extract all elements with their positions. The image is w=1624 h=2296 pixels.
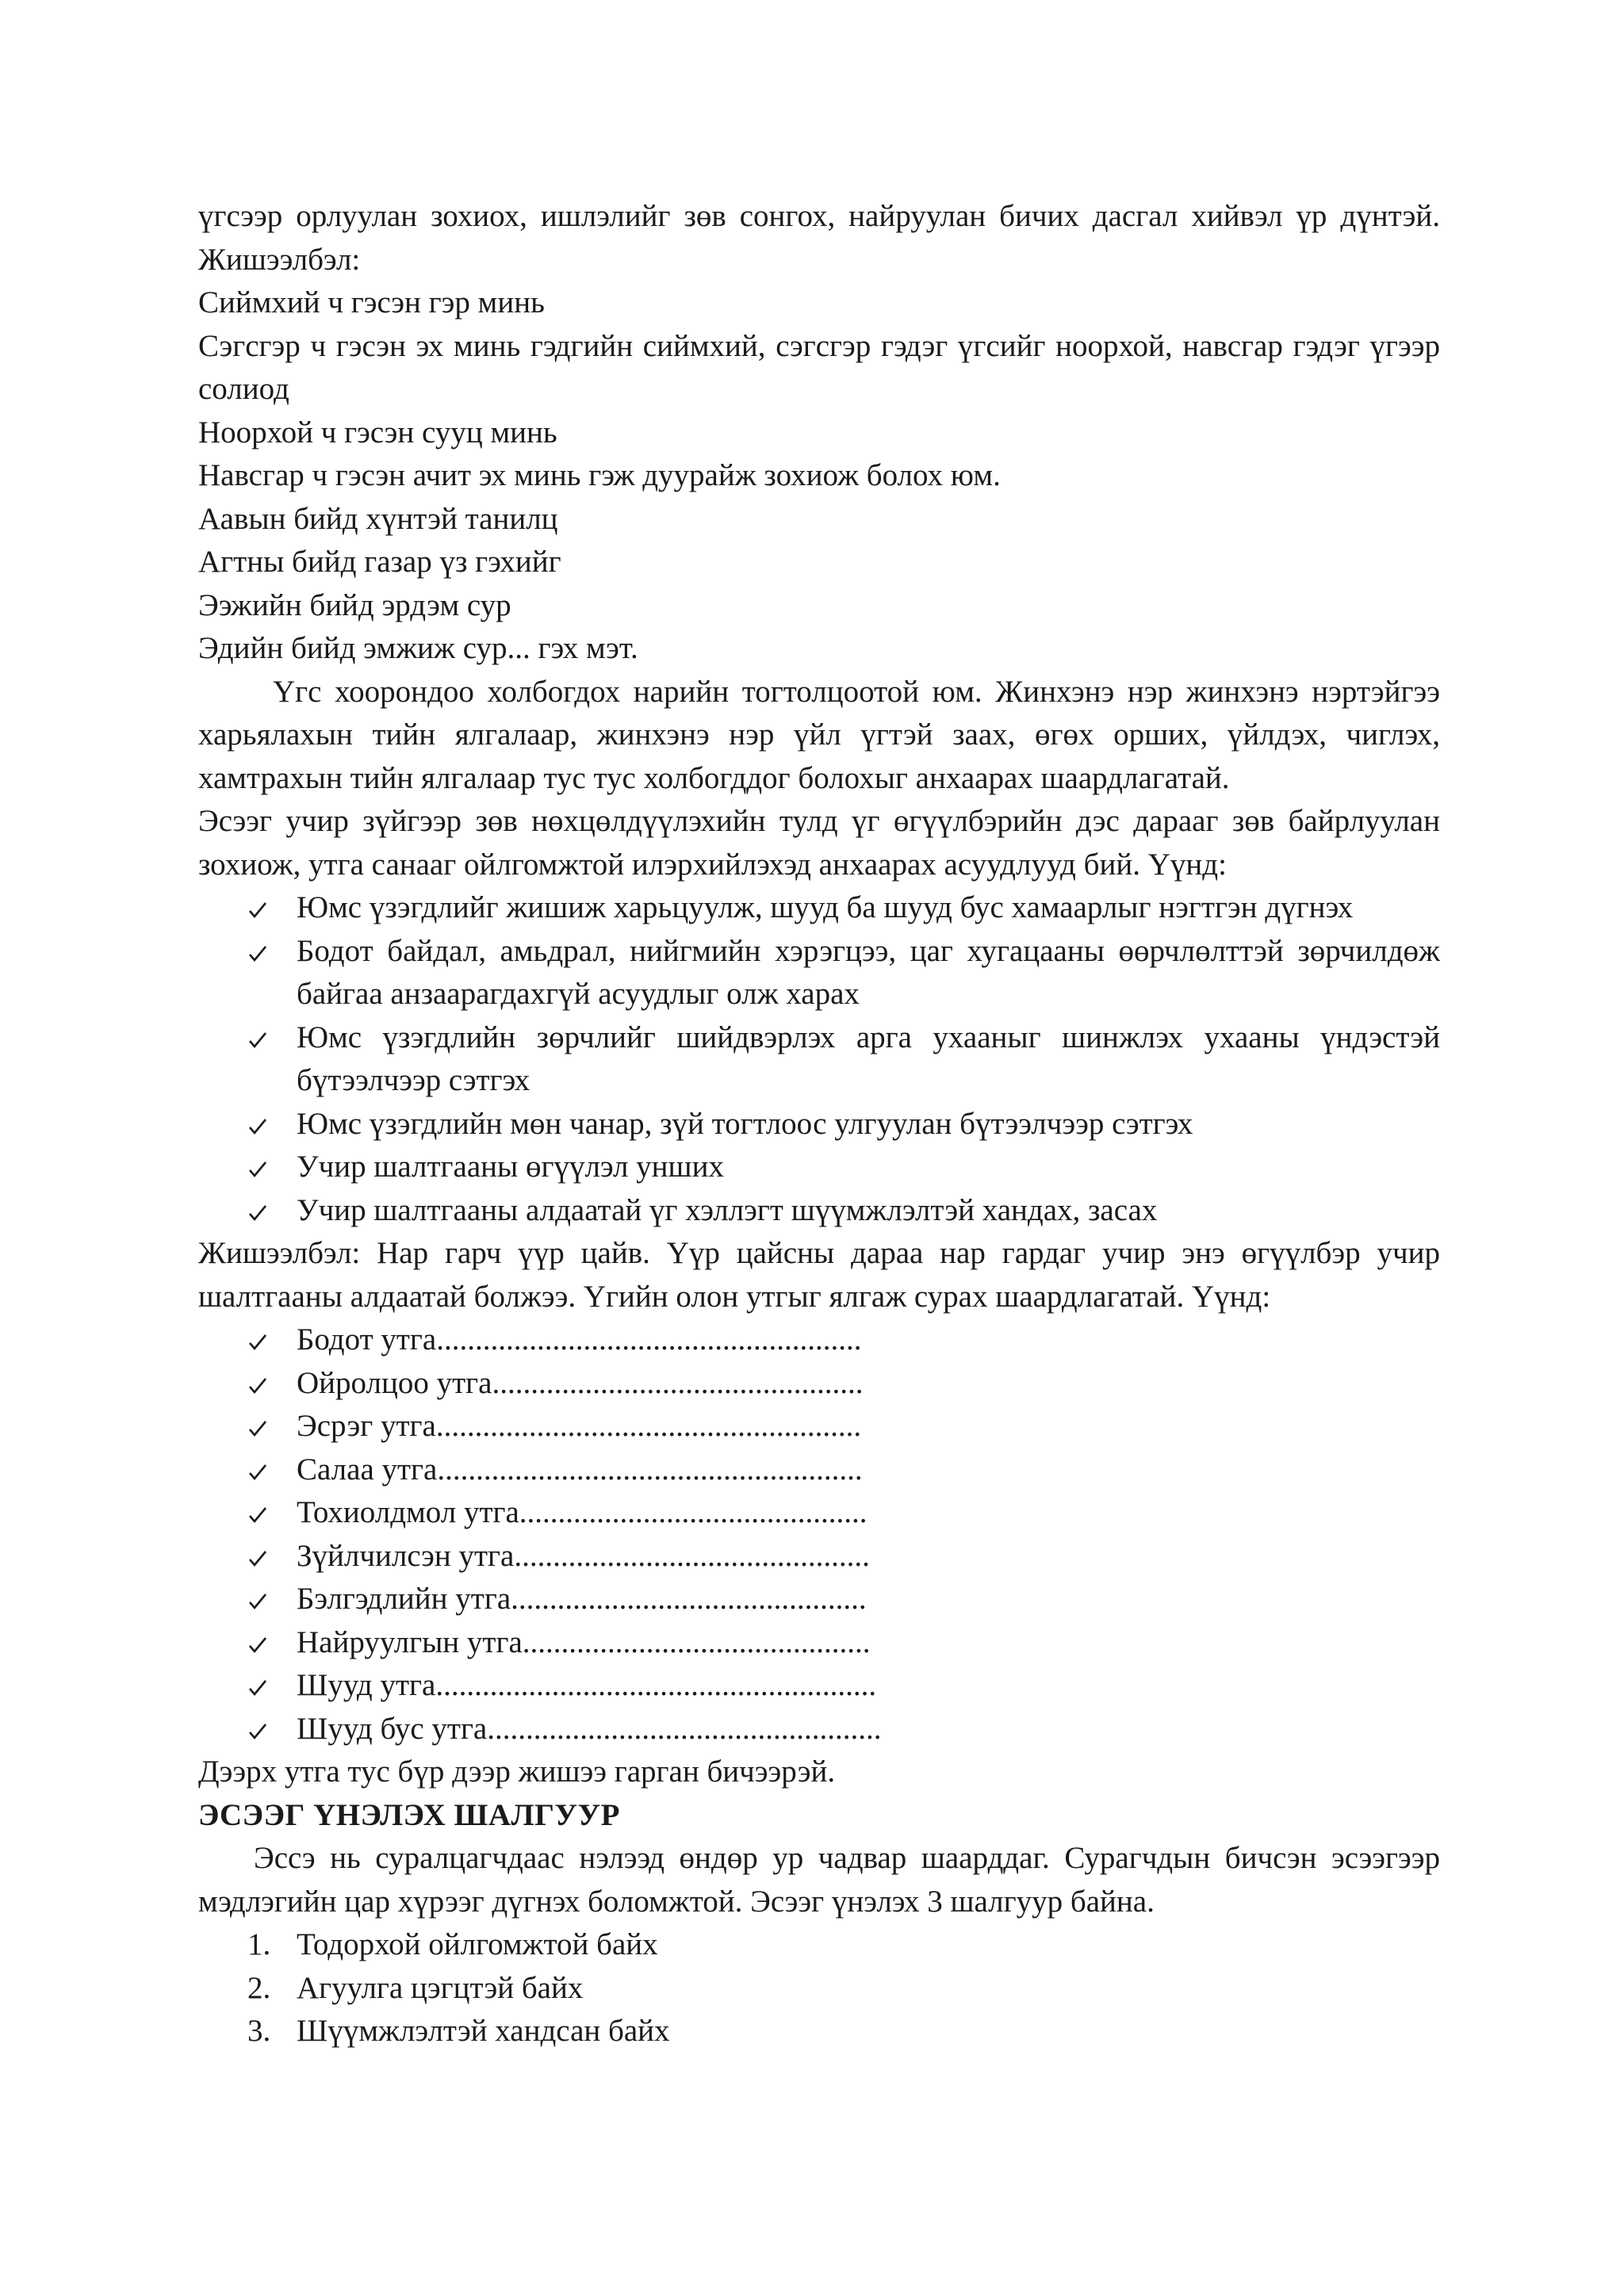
criteria-number: 2. <box>247 1970 271 2005</box>
intro-paragraph: үгсээр орлуулан зохиох, ишлэлийг зөв сонгох, найруулан бичих дасгал хийвэл үр дүнтэй. Жишээлбэл: <box>198 199 1440 277</box>
checklist-item <box>198 886 1440 930</box>
criteria-text: Тодорхой ойлгомжтой байх <box>297 1927 658 1961</box>
paragraph-essay: Эсээг учир зүйгээр зөв нөхцөлдүүлэхийн тулд үг өгүүлбэрийн дэс дарааг зөв байрлуулан зохиож, утга санааг ойлгомжтой илэрхийлэхэд анхаарах асуудлууд бий. Үүнд: <box>198 804 1440 882</box>
checkmark-icon <box>247 930 279 974</box>
checklist-item <box>198 1405 1440 1448</box>
checklist-item-text: Учир шалтгааны алдаатай үг хэллэгт шүүмжлэлтэй хандах, засах <box>297 1192 1158 1227</box>
checklist-item <box>198 930 1440 1016</box>
checklist-item-text: Бодот байдал, амьдрал, нийгмийн хэрэгцээ, цаг хугацааны өөрчлөлттэй зөрчилдөж байгаа анзаарагдахгүй асуудлыг олж харах <box>297 933 1440 1011</box>
checkmark-icon <box>247 1621 279 1665</box>
checklist-item <box>198 1578 1440 1621</box>
criteria-item <box>198 2010 1440 2053</box>
checklist-item-text: Шууд бус утга................................................... <box>297 1711 882 1746</box>
checkmark-icon <box>247 1362 279 1406</box>
checkmark-icon <box>247 1103 279 1146</box>
checkmark-icon <box>247 1146 279 1189</box>
example-line: Сэгсгэр ч гэсэн эх минь гэдгийн сиймхий, сэгсгэр гэдэг үгсийг ноорхой, навсгар гэдэг үгээр солиод <box>198 328 1440 406</box>
checkmark-icon <box>247 886 279 930</box>
checklist-item-text: Учир шалтгааны өгүүлэл унших <box>297 1150 724 1184</box>
example-line: Сиймхий ч гэсэн гэр минь <box>198 285 545 320</box>
checklist-item <box>198 1708 1440 1751</box>
criteria-list <box>198 1923 1440 2053</box>
checkmark-icon <box>247 1189 279 1233</box>
example-line: Аавын бийд хүнтэй танилц <box>198 501 558 536</box>
criteria-item <box>198 1967 1440 2011</box>
checklist-item <box>198 1146 1440 1189</box>
checklist-item-text: Эсрэг утга....................................................... <box>297 1409 862 1443</box>
example-lines <box>198 281 1440 671</box>
checkmark-icon <box>247 1535 279 1578</box>
checklist-item-text: Шууд утга......................................................... <box>297 1668 877 1702</box>
checkmark-icon <box>247 1491 279 1535</box>
checklist-item <box>198 1535 1440 1578</box>
checklist-item-text: Бэлгэдлийн утга.............................................. <box>297 1582 867 1616</box>
checkmark-icon <box>247 1405 279 1448</box>
checklist-item <box>198 1621 1440 1665</box>
paragraph-example: Жишээлбэл: Нар гарч үүр цайв. Үүр цайсны дараа нар гардаг учир энэ өгүүлбэр учир шалтгааны алдаатай болжээ. Үгийн олон утгыг ялгаж сурах шаардлагатай. Үүнд: <box>198 1236 1440 1314</box>
example-line: Ээжийн бийд эрдэм сур <box>198 587 511 622</box>
checklist-item-text: Ойролцоо утга................................................ <box>297 1365 864 1400</box>
example-line: Эдийн бийд эмжиж сур... гэх мэт. <box>198 631 638 665</box>
checklist-item-text: Юмс үзэгдлийн мөн чанар, зүй тогтлоос улгуулан бүтээлчээр сэтгэх <box>297 1106 1193 1141</box>
checkmark-icon <box>247 1448 279 1492</box>
criteria-number: 3. <box>247 2014 271 2048</box>
criteria-text: Шүүмжлэлтэй хандсан байх <box>297 2014 670 2048</box>
checklist-item <box>198 1016 1440 1103</box>
checklist-item-text: Юмс үзэгдлийн зөрчлийг шийдвэрлэх арга ухааныг шинжлэх ухааны үндэстэй бүтээлчээр сэтгэх <box>297 1020 1440 1097</box>
paragraph-word-relations: Үгс хоорондоо холбогдох нарийн тогтолцоотой юм. Жинхэнэ нэр жинхэнэ нэртэйгээ харьялахын тийн ялгалаар, жинхэнэ нэр үйл үгтэй заах, өгөх орших, үйлдэх, чиглэх, хамтрахын тийн ялгалаар тус тус холбогддог болохыг анхаарах шаардлагатай. <box>198 674 1440 795</box>
example-line: Ноорхой ч гэсэн сууц минь <box>198 415 557 450</box>
checklist-item-text: Бодот утга....................................................... <box>297 1322 862 1357</box>
section-heading: ЭСЭЭГ ҮНЭЛЭХ ШАЛГУУР <box>198 1797 620 1832</box>
checklist-item <box>198 1448 1440 1492</box>
example-line: Агтны бийд газар үз гэхийг <box>198 545 561 579</box>
criteria-number: 1. <box>247 1927 271 1961</box>
checklist-item-text: Зүйлчилсэн утга.............................................. <box>297 1538 870 1573</box>
checkmark-icon <box>247 1578 279 1621</box>
checklist-item <box>198 1362 1440 1406</box>
checklist-item <box>198 1103 1440 1146</box>
checkmark-icon <box>247 1708 279 1751</box>
closing-line: Дээрх утга тус бүр дээр жишээ гарган бичээрэй. <box>198 1755 836 1789</box>
checkmark-icon <box>247 1664 279 1708</box>
checklist-item <box>198 1664 1440 1708</box>
checklist-item-text: Салаа утга....................................................... <box>297 1452 863 1487</box>
checkmark-icon <box>247 1318 279 1362</box>
checklist-item-text: Найруулгын утга............................................. <box>297 1624 871 1659</box>
checklist-item <box>198 1491 1440 1535</box>
checklist-item <box>198 1318 1440 1362</box>
paragraph-criteria: Эссэ нь суралцагчдаас нэлээд өндөр ур чадвар шаарддаг. Сурагчдын бичсэн эсээгээр мэдлэгийн цар хүрээг дүгнэх боломжтой. Эсээг үнэлэх 3 шалгуур байна. <box>198 1841 1440 1919</box>
checkmark-icon <box>247 1016 279 1060</box>
checklist-item-text: Юмс үзэгдлийг жишиж харьцуулж, шууд ба шууд бус хамаарлыг нэгтгэн дүгнэх <box>297 890 1354 924</box>
document-page <box>198 195 1440 2053</box>
example-line: Навсгар ч гэсэн ачит эх минь гэж дуурайж зохиож болох юм. <box>198 458 1001 492</box>
checklist-skills <box>198 886 1440 1232</box>
checklist-item-text: Тохиолдмол утга............................................. <box>297 1495 868 1529</box>
checklist-meanings <box>198 1318 1440 1751</box>
criteria-text: Агуулга цэгцтэй байх <box>297 1970 584 2005</box>
criteria-item <box>198 1923 1440 1967</box>
checklist-item <box>198 1189 1440 1233</box>
